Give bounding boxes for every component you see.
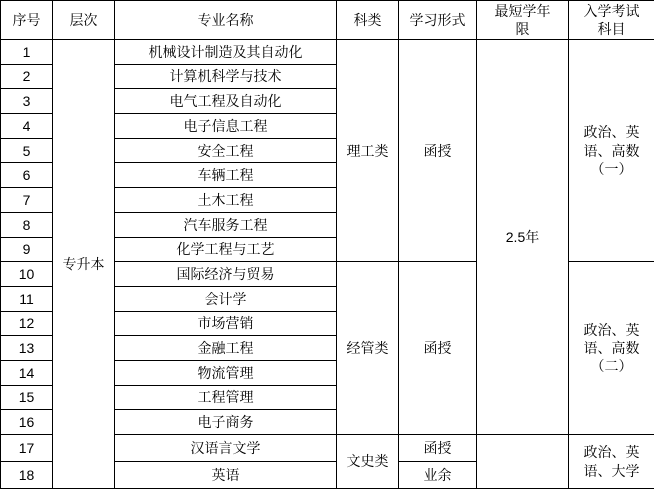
cell-form-economics: 函授 xyxy=(399,262,477,435)
cell-major: 电气工程及自动化 xyxy=(115,89,337,114)
cell-major: 电子信息工程 xyxy=(115,114,337,139)
cell-seq: 5 xyxy=(1,138,53,163)
table-row xyxy=(1,40,654,65)
cell-years-liberal xyxy=(477,435,569,489)
cell-form-liberal-2: 业余 xyxy=(399,461,477,488)
cell-seq: 18 xyxy=(1,461,53,488)
cell-major: 计算机科学与技术 xyxy=(115,64,337,89)
header-major: 专业名称 xyxy=(115,1,337,40)
cell-major: 英语 xyxy=(115,461,337,488)
cell-major: 车辆工程 xyxy=(115,163,337,188)
cell-seq: 8 xyxy=(1,212,53,237)
header-category: 科类 xyxy=(337,1,399,40)
cell-exam-liberal xyxy=(569,435,654,489)
cell-major: 工程管理 xyxy=(115,385,337,410)
cell-major: 电子商务 xyxy=(115,410,337,435)
cell-category-economics: 经管类 xyxy=(337,262,399,435)
cell-form-liberal-1: 函授 xyxy=(399,435,477,462)
cell-seq: 4 xyxy=(1,114,53,139)
header-form: 学习形式 xyxy=(399,1,477,40)
cell-seq: 12 xyxy=(1,311,53,336)
cell-major: 国际经济与贸易 xyxy=(115,262,337,287)
header-exam xyxy=(569,1,654,40)
cell-major: 机械设计制造及其自动化 xyxy=(115,40,337,65)
cell-level: 专升本 xyxy=(53,40,115,489)
cell-exam-science-line2: 语、高数 xyxy=(583,142,640,159)
cell-form-science: 函授 xyxy=(399,40,477,262)
cell-exam-economics-line1: 政治、英 xyxy=(583,321,640,338)
cell-exam-science-line1: 政治、英 xyxy=(583,124,640,141)
cell-seq: 15 xyxy=(1,385,53,410)
cell-seq: 14 xyxy=(1,360,53,385)
cell-exam-science-line3: （一） xyxy=(590,160,633,177)
header-years-line1: 最短学年 xyxy=(494,2,551,19)
cell-major: 汉语言文学 xyxy=(115,435,337,462)
cell-exam-liberal-line1: 政治、英 xyxy=(583,444,640,461)
cell-seq: 6 xyxy=(1,163,53,188)
cell-major: 化学工程与工艺 xyxy=(115,237,337,262)
cell-seq: 7 xyxy=(1,188,53,213)
cell-seq: 13 xyxy=(1,336,53,361)
cell-category-science: 理工类 xyxy=(337,40,399,262)
cell-seq: 10 xyxy=(1,262,53,287)
cell-major: 汽车服务工程 xyxy=(115,212,337,237)
cell-exam-economics-line2: 语、高数 xyxy=(583,340,640,356)
cell-exam-economics-line3: （二） xyxy=(590,358,633,375)
cell-major: 金融工程 xyxy=(115,336,337,361)
cell-major: 安全工程 xyxy=(115,138,337,163)
table-header-row xyxy=(1,1,654,40)
cell-major: 市场营销 xyxy=(115,311,337,336)
cell-category-liberal: 文史类 xyxy=(337,435,399,489)
cell-exam-liberal-line2: 语、大学 xyxy=(583,462,640,479)
cell-seq: 11 xyxy=(1,286,53,311)
cell-seq: 3 xyxy=(1,89,53,114)
cell-seq: 2 xyxy=(1,64,53,89)
cell-seq: 9 xyxy=(1,237,53,262)
header-level: 层次 xyxy=(53,1,115,40)
header-exam-line1: 入学考试 xyxy=(583,2,640,19)
cell-years: 2.5年 xyxy=(477,40,569,435)
cell-seq: 1 xyxy=(1,40,53,65)
header-years-line2: 限 xyxy=(515,21,530,37)
cell-major: 土木工程 xyxy=(115,188,337,213)
cell-major: 会计学 xyxy=(115,286,337,311)
cell-seq: 17 xyxy=(1,435,53,462)
header-years xyxy=(477,1,569,40)
cell-seq: 16 xyxy=(1,410,53,435)
cell-major: 物流管理 xyxy=(115,360,337,385)
cell-exam-science xyxy=(569,40,654,262)
cell-exam-economics xyxy=(569,262,654,435)
header-exam-line2: 科目 xyxy=(597,21,626,37)
header-seq: 序号 xyxy=(1,1,53,40)
